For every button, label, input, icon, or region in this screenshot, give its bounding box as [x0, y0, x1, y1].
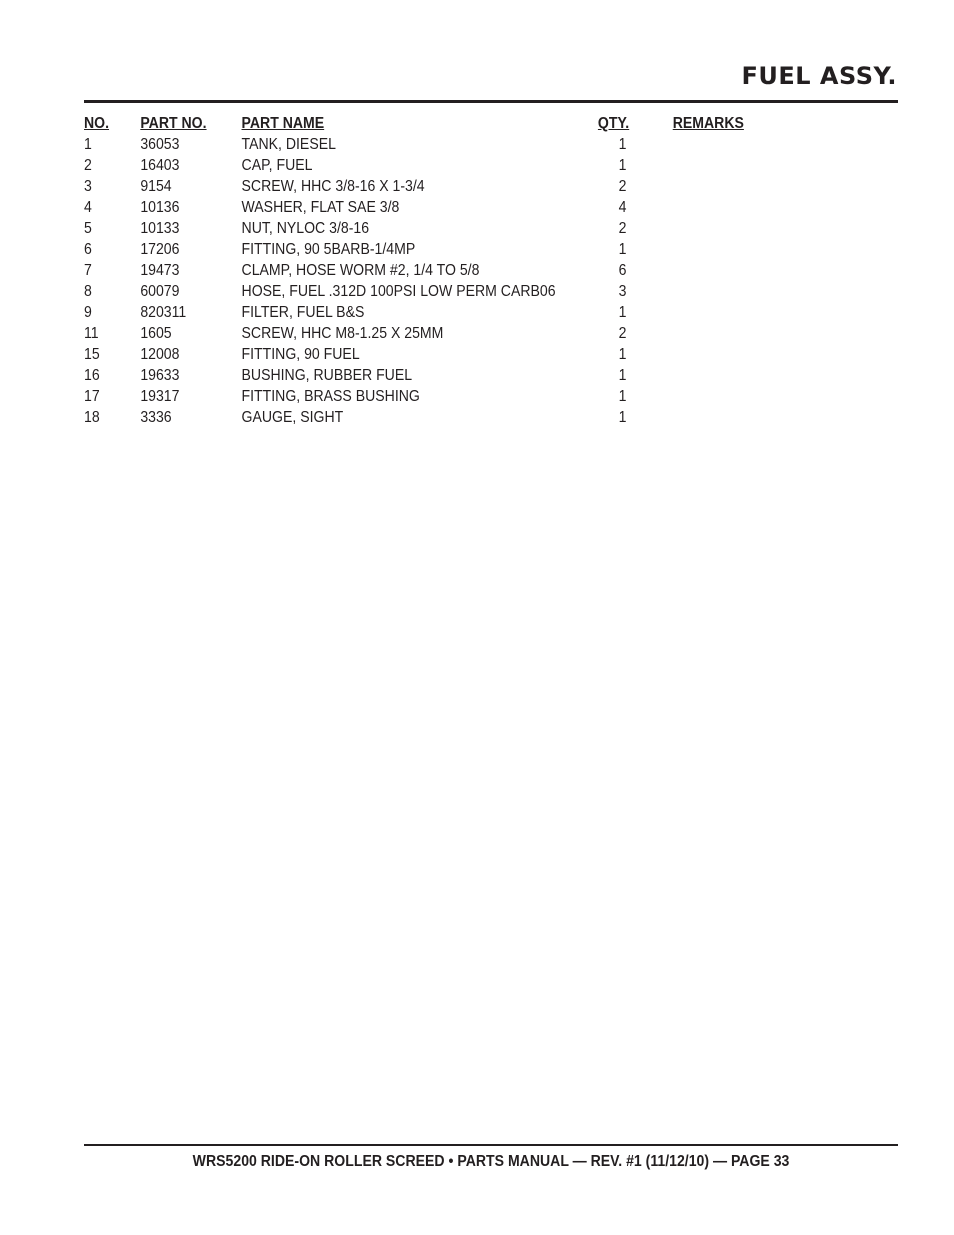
cell-qty: 1 — [618, 304, 627, 321]
table-body — [84, 134, 784, 428]
cell-part-no: 12008 — [140, 346, 180, 363]
cell-no: 18 — [84, 409, 100, 426]
cell-part-name: CAP, FUEL — [241, 157, 313, 174]
cell-part-no: 19473 — [140, 262, 180, 279]
cell-part-name: WASHER, FLAT SAE 3/8 — [241, 199, 400, 216]
cell-qty: 1 — [618, 409, 627, 426]
cell-part-name: SCREW, HHC 3/8-16 X 1-3/4 — [241, 178, 425, 195]
header-no: NO. — [84, 115, 110, 132]
cell-no: 5 — [84, 220, 92, 237]
table-row — [84, 302, 700, 323]
cell-no: 8 — [84, 283, 92, 300]
cell-qty: 2 — [618, 178, 627, 195]
cell-part-name: SCREW, HHC M8-1.25 X 25MM — [241, 325, 444, 342]
table-row — [84, 239, 700, 260]
table-row — [84, 344, 700, 365]
table-row — [84, 176, 700, 197]
cell-qty: 1 — [618, 241, 627, 258]
page-title: FUEL ASSY. — [741, 62, 897, 90]
cell-no: 11 — [84, 325, 99, 342]
cell-part-name: NUT, NYLOC 3/8-16 — [241, 220, 370, 237]
table-row — [84, 218, 700, 239]
footer-label: WRS5200 RIDE-ON ROLLER SCREED • PARTS MANUAL — REV. #1 (11/12/10) — PAGE 33 — [192, 1153, 790, 1170]
cell-qty: 6 — [618, 262, 627, 279]
cell-qty: 1 — [618, 346, 627, 363]
cell-part-name: FITTING, 90 5BARB-1/4MP — [241, 241, 416, 258]
cell-no: 15 — [84, 346, 100, 363]
table-row — [84, 134, 700, 155]
header-remarks: REMARKS — [672, 115, 744, 132]
cell-part-no: 16403 — [140, 157, 180, 174]
cell-part-name: CLAMP, HOSE WORM #2, 1/4 TO 5/8 — [241, 262, 480, 279]
cell-qty: 2 — [618, 220, 627, 237]
cell-part-name: FILTER, FUEL B&S — [241, 304, 365, 321]
cell-no: 4 — [84, 199, 92, 216]
table-row — [84, 365, 700, 386]
table-row — [84, 155, 700, 176]
cell-no: 1 — [84, 136, 92, 153]
cell-part-name: TANK, DIESEL — [241, 136, 336, 153]
cell-part-no: 17206 — [140, 241, 180, 258]
cell-qty: 1 — [618, 136, 627, 153]
cell-part-name: HOSE, FUEL .312D 100PSI LOW PERM CARB06 — [241, 283, 556, 300]
table-header — [84, 113, 744, 134]
page-footer — [84, 1153, 898, 1171]
table-row — [84, 407, 700, 428]
cell-qty: 1 — [618, 157, 627, 174]
cell-qty: 4 — [618, 199, 627, 216]
cell-part-no: 19633 — [140, 367, 180, 384]
cell-part-no: 60079 — [140, 283, 180, 300]
cell-no: 6 — [84, 241, 92, 258]
table-row — [84, 323, 700, 344]
cell-part-no: 1605 — [140, 325, 172, 342]
parts-table — [84, 113, 784, 428]
header-qty: QTY. — [597, 115, 630, 132]
cell-qty: 2 — [618, 325, 627, 342]
cell-no: 2 — [84, 157, 92, 174]
cell-part-no: 10136 — [140, 199, 180, 216]
cell-part-name: BUSHING, RUBBER FUEL — [241, 367, 413, 384]
cell-qty: 1 — [618, 388, 627, 405]
cell-part-no: 3336 — [140, 409, 172, 426]
cell-part-name: FITTING, BRASS BUSHING — [241, 388, 420, 405]
header-part-no: PART NO. — [140, 115, 207, 132]
header-part-name: PART NAME — [241, 115, 325, 132]
table-row — [84, 281, 700, 302]
cell-no: 16 — [84, 367, 100, 384]
cell-part-no: 820311 — [140, 304, 187, 321]
cell-qty: 3 — [618, 283, 627, 300]
title-divider — [84, 100, 898, 103]
table-row — [84, 386, 700, 407]
table-row — [84, 260, 700, 281]
cell-no: 3 — [84, 178, 92, 195]
cell-no: 17 — [84, 388, 100, 405]
cell-part-no: 19317 — [140, 388, 180, 405]
cell-part-name: GAUGE, SIGHT — [241, 409, 344, 426]
cell-part-name: FITTING, 90 FUEL — [241, 346, 360, 363]
cell-part-no: 36053 — [140, 136, 180, 153]
cell-part-no: 9154 — [140, 178, 172, 195]
footer-divider — [84, 1144, 898, 1146]
cell-part-no: 10133 — [140, 220, 180, 237]
cell-no: 9 — [84, 304, 92, 321]
cell-no: 7 — [84, 262, 92, 279]
table-row — [84, 197, 700, 218]
cell-qty: 1 — [618, 367, 627, 384]
